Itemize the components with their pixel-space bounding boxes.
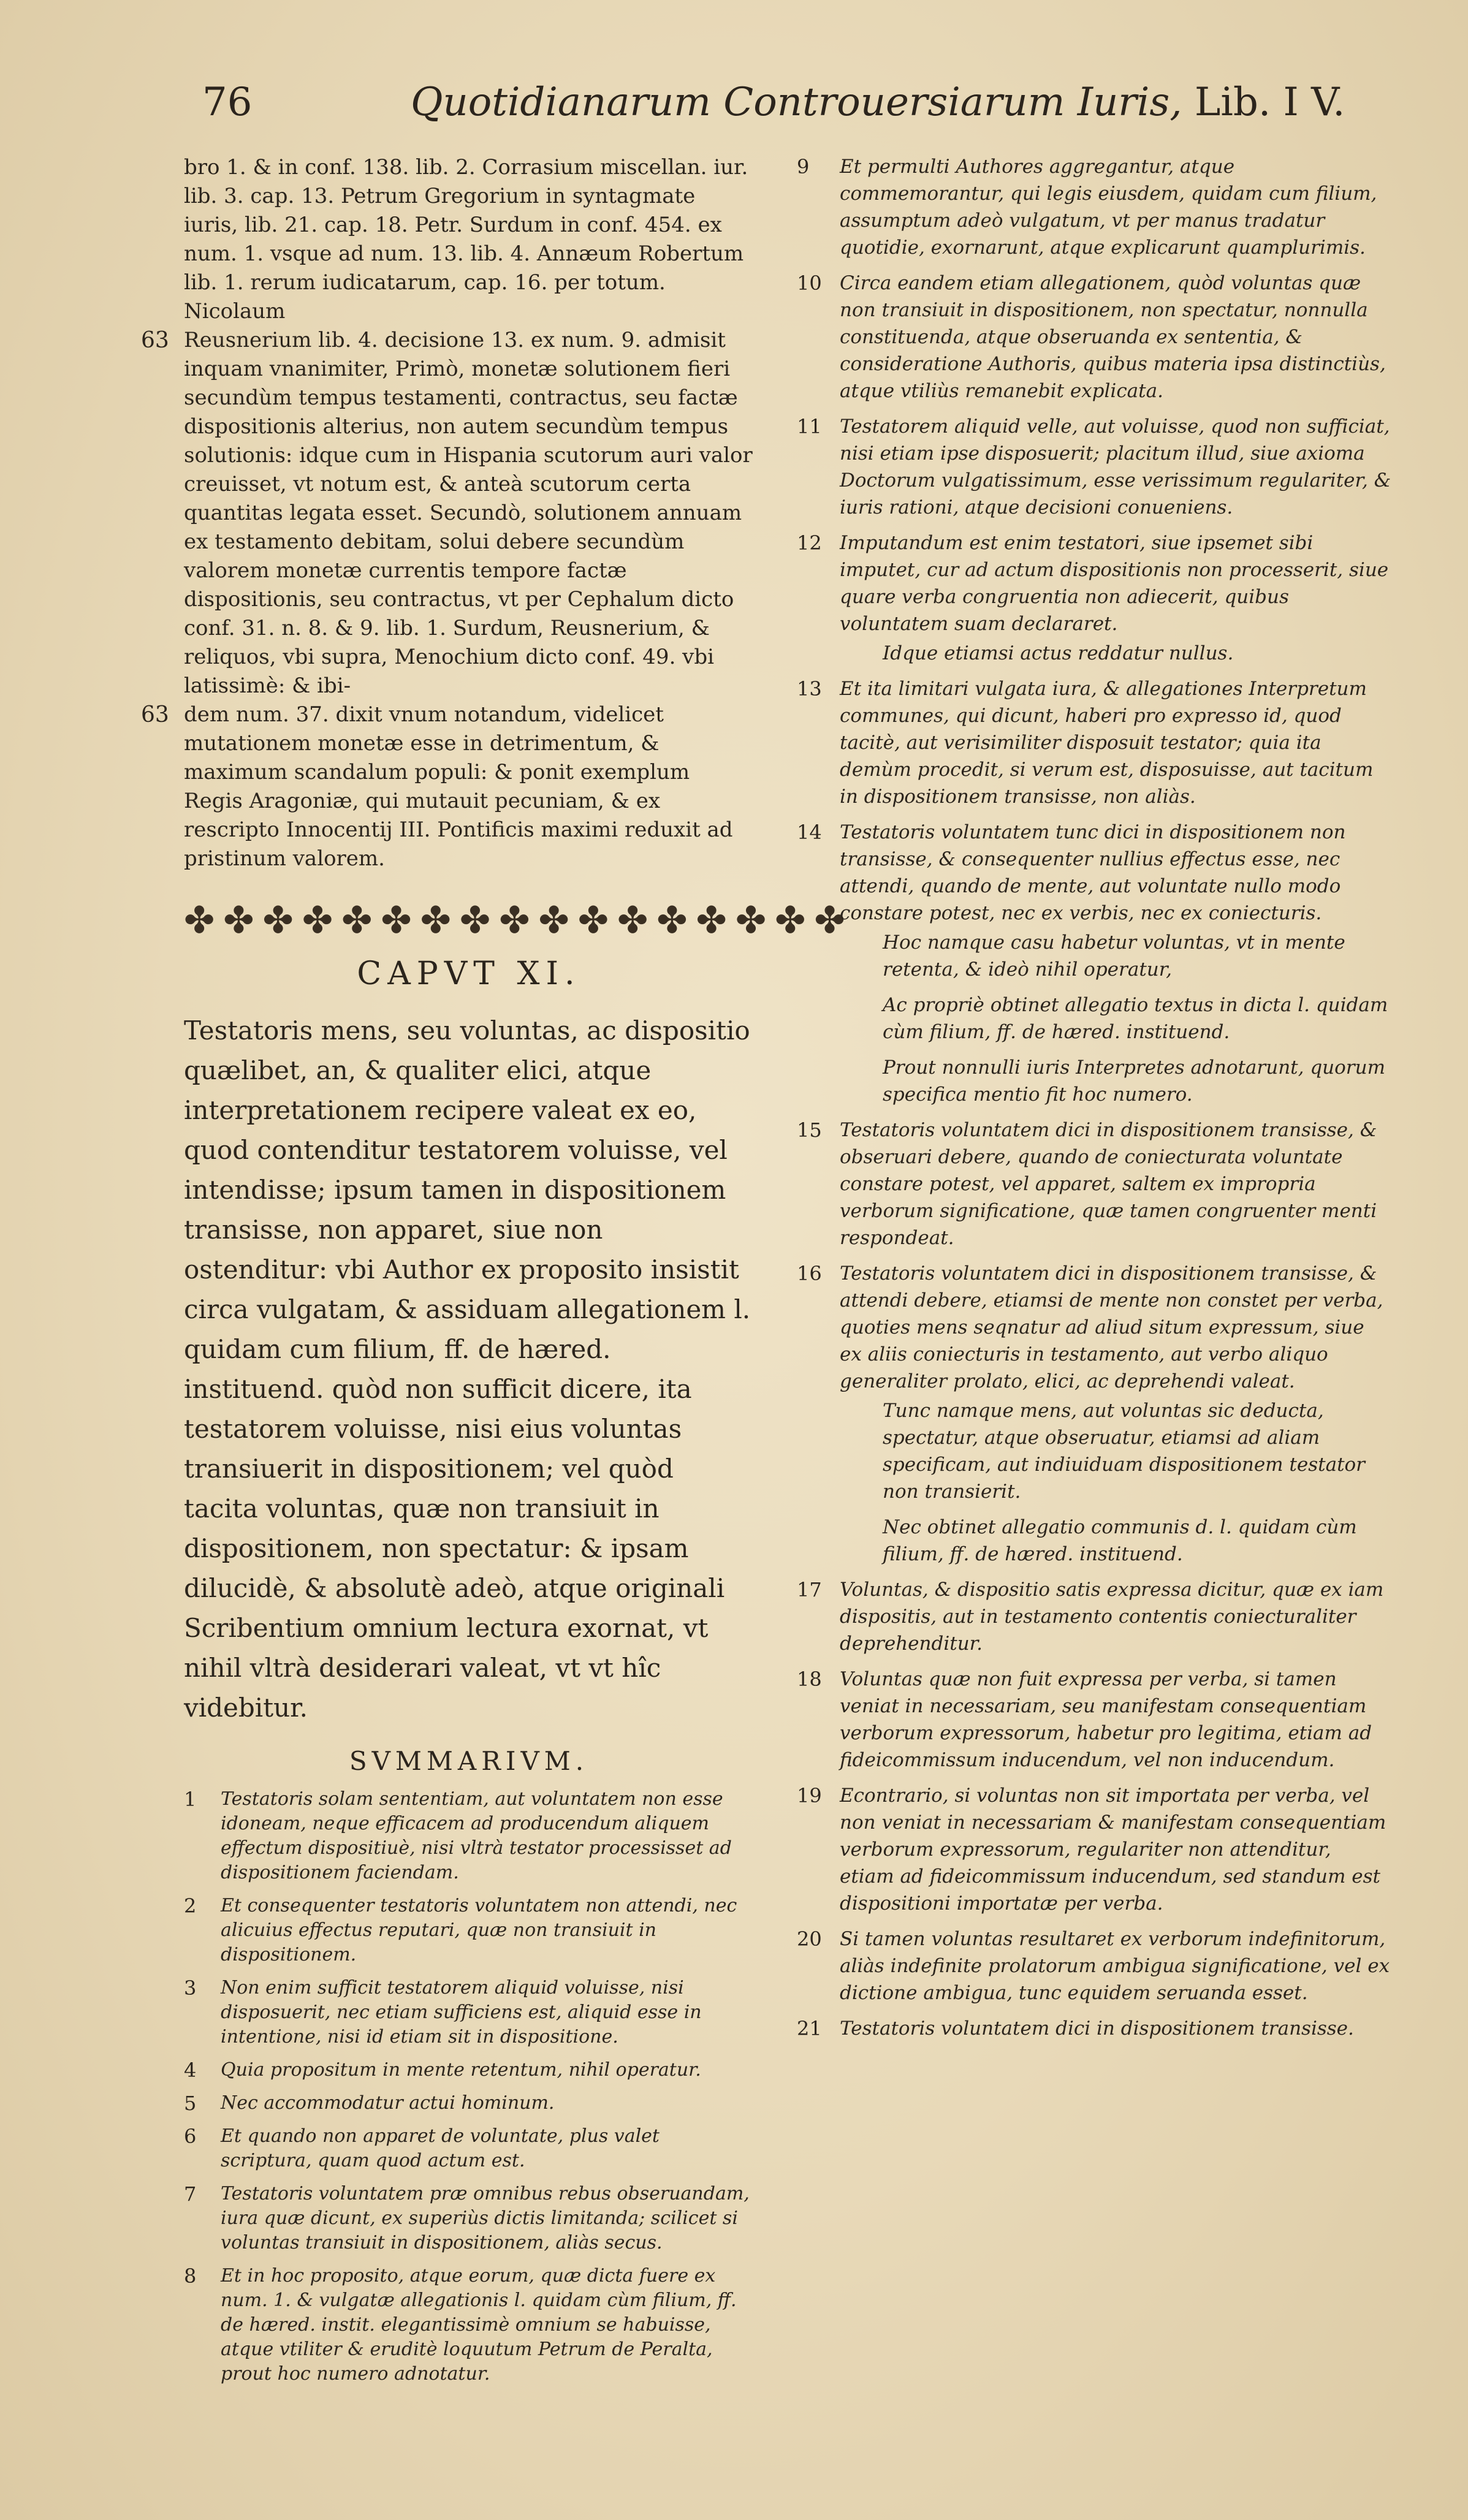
item-number: 12: [797, 531, 822, 555]
summary-list-left: [184, 1787, 754, 2386]
running-title: [411, 80, 1345, 125]
item-number: 3: [184, 1976, 197, 2000]
item-number: 6: [184, 2125, 197, 2148]
item-text: Testatorem aliquid velle, aut voluisse, quod non sufficiat, nisi etiam ipse disposuerit; placitum illud, siue axioma Doctorum vulgatissimum, esse verissimum regulariter, & iuris rationi, atque decisioni conueniens.: [840, 416, 1391, 518]
item-text: Si tamen voluntas resultaret ex verborum indefinitorum, aliàs indefinite prolatorum ambigua significatione, vel ex dictione ambigua, tunc equidem seruanda esset.: [840, 1928, 1390, 2004]
item-number: 19: [797, 1784, 822, 1807]
continuation-text: dem num. 37. dixit vnum notandum, videlicet mutationem monetæ esse in detrimentum, & maximum scandalum populi: & ponit exemplum Regis Aragoniæ, qui mutauit pecuniam, & ex rescripto Innocentij III. Pontificis maximi reduxit ad pristinum valorem.: [184, 702, 733, 871]
summary-item: [184, 2182, 754, 2255]
margin-number: 63: [141, 328, 169, 353]
item-text: Testatoris voluntatem tunc dici in dispositionem non transisse, & consequenter nullius effectus esse, nec attendi, quando de mente, aut voluntate nullo modo constare potest, nec ex verbis, nec ex coniecturis.: [840, 821, 1346, 924]
summary-item: [797, 1260, 1391, 1568]
summary-list-right: [797, 153, 1391, 2042]
item-text: Econtrario, si voluntas non sit importata per verba, vel non veniat in necessariam & manifestam consequentiam verborum expressorum, regulariter non attenditur, etiam ad fideicommissum inducendum, sed standum est dispositioni importatæ per verba.: [840, 1785, 1386, 1915]
item-text: Testatoris solam sententiam, aut voluntatem non esse idoneam, neque efficacem ad producendum aliquem effectum dispositiuè, nisi vltrà testator processisset ad dispositionem faciendam.: [221, 1788, 732, 1883]
summary-item: [797, 675, 1391, 810]
item-text: Voluntas quæ non fuit expressa per verba, si tamen veniat in necessariam, seu manifestam consequentiam verborum expressorum, habetur pro legitima, etiam ad fideicommissum inducendum, vel non inducendum.: [840, 1668, 1372, 1771]
summary-item: [184, 2264, 754, 2386]
summary-item: [184, 2124, 754, 2173]
summary-item: [797, 1782, 1391, 1917]
item-text: Et quando non apparet de voluntate, plus valet scriptura, quam quod actum est.: [221, 2125, 660, 2171]
item-number: 16: [797, 1262, 822, 1285]
item-number: 20: [797, 1927, 822, 1951]
item-text: Testatoris voluntatem præ omnibus rebus obseruandam, iura quæ dicunt, ex superiùs dictis limitanda; scilicet si voluntas transiuit in dispositionem, aliàs secus.: [221, 2183, 750, 2253]
chapter-title: CAPVT XI.: [357, 955, 581, 992]
item-number: 5: [184, 2092, 197, 2115]
item-number: 11: [797, 415, 822, 438]
item-number: 9: [797, 155, 810, 178]
item-text: Et in hoc proposito, atque eorum, quæ dicta fuere ex num. 1. & vulgatæ allegationis l. quidam cùm filium, ff. de hæred. instit. elegantissimè omnium se habuisse, atque vtiliter & eruditè loquutum Petrum de Peralta, prout hoc numero adnotatur.: [221, 2265, 737, 2385]
right-column: [797, 153, 1391, 2507]
item-text: Testatoris voluntatem dici in dispositionem transisse.: [840, 2017, 1354, 2040]
summary-item: [797, 1926, 1391, 2006]
item-text: Voluntas, & dispositio satis expressa dicitur, quæ ex iam dispositis, aut in testamento contentis coniecturaliter deprehenditur.: [840, 1579, 1384, 1655]
item-number: 21: [797, 2017, 822, 2040]
item-number: 17: [797, 1578, 822, 1601]
item-text: Non enim sufficit testatorem aliquid voluisse, nisi disposuerit, nec etiam sufficiens est, aliquid esse in intentione, nisi id etiam sit in dispositione.: [221, 1977, 702, 2048]
continuation-para-1: [184, 153, 754, 326]
page-header: [202, 80, 1345, 141]
summary-item: [797, 1666, 1391, 1774]
item-subnote: Idque etiamsi actus reddatur nullus.: [883, 642, 1234, 664]
summary-item: [797, 1117, 1391, 1251]
item-number: 4: [184, 2059, 197, 2082]
item-number: 10: [797, 271, 822, 295]
summary-item: [797, 2015, 1391, 2042]
item-number: 2: [184, 1894, 197, 1918]
item-number: 7: [184, 2182, 197, 2206]
item-number: 18: [797, 1668, 822, 1691]
item-number: 14: [797, 821, 822, 844]
item-text: Nec accommodatur actui hominum.: [221, 2092, 555, 2114]
item-subnote: Ac propriè obtinet allegatio textus in dicta l. quidam cùm filium, ff. de hæred. instituend.: [883, 994, 1388, 1043]
summary-item: [797, 270, 1391, 404]
item-number: 15: [797, 1118, 822, 1142]
summary-item: [797, 819, 1391, 1108]
running-title-text: Quotidianarum Controuersiarum Iuris,: [411, 80, 1182, 125]
item-text: Et permulti Authores aggregantur, atque commemorantur, qui legis eiusdem, quidam cum filium, assumptum adeò vulgatum, vt per manus tradatur quotidie, exornarunt, atque explicarunt quamplurimis.: [840, 156, 1377, 259]
item-subnote: Nec obtinet allegatio communis d. l. quidam cùm filium, ff. de hæred. instituend.: [883, 1516, 1357, 1565]
page-number: 76: [202, 80, 253, 125]
item-text: Et ita limitari vulgata iura, & allegationes Interpretum communes, qui dicunt, haberi pro expresso id, quod tacitè, aut verisimiliter disposuit testator; quia ita demùm procedit, si verum est, disposuisse, aut tacitum in dispositionem transisse, non aliàs.: [840, 678, 1374, 808]
summary-item: [184, 1894, 754, 1967]
margin-number: 63: [141, 702, 169, 727]
summary-item: [184, 2058, 754, 2082]
item-subnote: Prout nonnulli iuris Interpretes adnotarunt, quorum specifica mentio fit hoc numero.: [883, 1057, 1385, 1106]
summary-item: [797, 153, 1391, 261]
summary-item: [184, 1976, 754, 2049]
item-text: Quia propositum in mente retentum, nihil operatur.: [221, 2059, 701, 2081]
item-number: 8: [184, 2264, 197, 2288]
summary-item: [797, 413, 1391, 521]
item-text: Testatoris voluntatem dici in dispositionem transisse, & attendi debere, etiamsi de mente non constet per verba, quoties mens seqnatur ad aliud situm expressum, siue ex aliis coniecturis in testamento, aut verbo aliquo generaliter prolato, elici, ac deprehendi valeat.: [840, 1262, 1383, 1392]
item-subnote: Hoc namque casu habetur voluntas, vt in mente retenta, & ideò nihil operatur,: [883, 932, 1345, 981]
item-text: Testatoris voluntatem dici in dispositionem transisse, & obseruari debere, quando de coniecturata voluntate constare potest, vel apparet, saltem ex impropria verborum significatione, quæ tamen congruenter menti respondeat.: [840, 1119, 1377, 1249]
item-text: Circa eandem etiam allegationem, quòd voluntas quæ non transiuit in dispositionem, non spectatur, nonnulla constituenda, atque obseruanda ex sententia, & consideratione Authoris, quibus materia ipsa distinctiùs, atque vtiliùs remanebit explicata.: [840, 272, 1386, 402]
summary-item: [184, 2091, 754, 2116]
item-subnote: Tunc namque mens, aut voluntas sic deducta, spectatur, atque obseruatur, etiamsi ad aliam specificam, aut indiuiduam dispositionem testator non transierit.: [883, 1400, 1366, 1503]
item-text: Et consequenter testatoris voluntatem non attendi, nec alicuius effectus reputari, quæ non transiuit in dispositionem.: [221, 1895, 737, 1965]
book-label: Lib. I V.: [1194, 80, 1345, 125]
chapter-argument: Testatoris mens, seu voluntas, ac dispositio quælibet, an, & qualiter elici, atque interpretationem recipere valeat ex eo, quod contenditur testatorem voluisse, vel intendisse; ipsum tamen in dispositionem transisse, non apparet, siue non ostenditur: vbi Author ex proposito insistit circa vulgatam, & assiduam allegationem l. quidam cum filium, ff. de hæred. instituend. quòd non sufficit dicere, ita testatorem voluisse, nisi eius voluntas transiuerit in dispositionem; vel quòd tacita voluntas, quæ non transiuit in dispositionem, non spectatur: & ipsam dilucidè, & absolutè adeò, atque originali Scribentium omnium lectura exornat, vt nihil vltrà desiderari valeat, vt vt hîc videbitur.: [184, 1015, 751, 1723]
continuation-block: [141, 153, 754, 873]
summary-heading: SVMMARIVM.: [349, 1746, 589, 1776]
item-text: Imputandum est enim testatori, siue ipsemet sibi imputet, cur ad actum dispositionis non processerit, siue quare verba congruentia non adiecerit, quibus voluntatem suam declararet.: [840, 532, 1389, 635]
item-number: 13: [797, 677, 822, 700]
continuation-para-2: [141, 326, 754, 700]
continuation-text: bro 1. & in conf. 138. lib. 2. Corrasium miscellan. iur. lib. 3. cap. 13. Petrum Gregorium in syntagmate iuris, lib. 21. cap. 18. Petr. Surdum in conf. 454. ex num. 1. vsque ad num. 13. lib. 4. Annæum Robertum lib. 1. rerum iudicatarum, cap. 16. per totum. Nicolaum: [184, 155, 748, 324]
summary-item: [797, 1576, 1391, 1657]
summary-item: [797, 529, 1391, 667]
summary-item: [184, 1787, 754, 1885]
item-number: 1: [184, 1788, 197, 1811]
ornament-band: ✤✤✤✤✤✤✤✤✤✤✤✤✤✤✤✤✤: [184, 899, 854, 942]
continuation-text: Reusnerium lib. 4. decisione 13. ex num. 9. admisit inquam vnanimiter, Primò, monetæ solutionem fieri secundùm tempus testamenti, contractus, seu factæ dispositionis alterius, non autem secundùm tempus solutionis: idque cum in Hispania scutorum auri valor creuisset, vt notum est, & anteà scutorum certa quantitas legata esset. Secundò, solutionem annuam ex testamento debitam, solui debere secundùm valorem monetæ currentis tempore factæ dispositionis, seu contractus, vt per Cephalum dicto conf. 31. n. 8. & 9. lib. 1. Surdum, Reusnerium, & reliquos, vbi supra, Menochium dicto conf. 49. vbi latissimè: & ibi-: [184, 328, 753, 698]
continuation-para-3: [141, 700, 754, 873]
